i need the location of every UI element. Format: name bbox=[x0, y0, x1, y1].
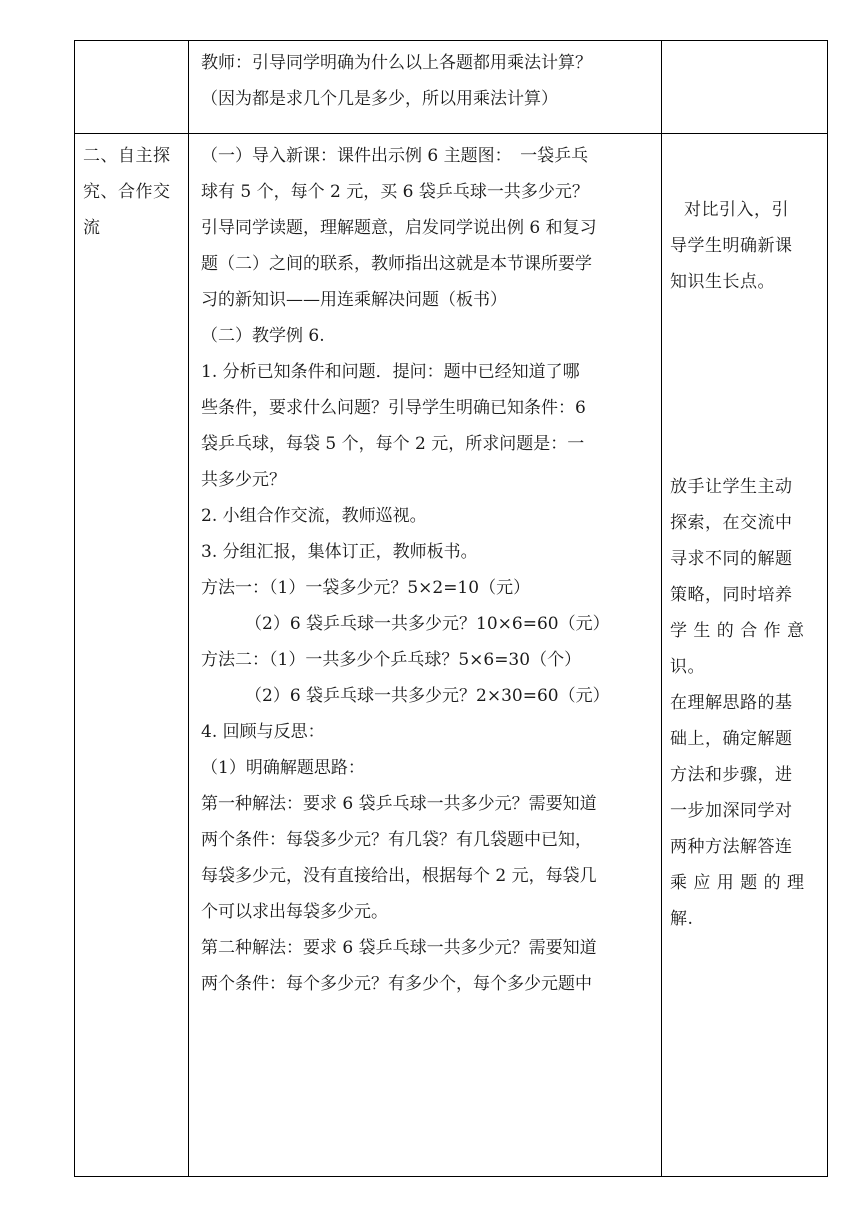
table-row bbox=[75, 134, 828, 1177]
note-line: 知识生长点。 bbox=[670, 272, 775, 292]
content-line: 4. 回顾与反思： bbox=[201, 722, 325, 742]
table-row bbox=[75, 41, 828, 134]
content-line: 球有 5 个，每个 2 元，买 6 袋乒乓球一共多少元？ bbox=[201, 182, 589, 202]
note-line: 放手让学生主动 bbox=[670, 477, 793, 497]
note-line: 对比引入，引 bbox=[684, 200, 789, 220]
content-line: 方法二：（1）一共多少个乒乓球？5×6=30（个） bbox=[201, 650, 582, 670]
stage-cell bbox=[75, 41, 189, 134]
content-line: 两个条件：每袋多少元？有几袋？有几袋题中已知， bbox=[201, 830, 592, 850]
content-line: 个可以求出每袋多少元。 bbox=[201, 902, 388, 922]
content-line: 2. 小组合作交流，教师巡视。 bbox=[201, 506, 427, 526]
note-line: 识。 bbox=[670, 657, 705, 677]
content-line: 第二种解法：要求 6 袋乒乓球一共多少元？需要知道 bbox=[201, 938, 597, 958]
note-line: 方法和步骤，进 bbox=[670, 765, 793, 785]
content-line: 两个条件：每个多少元？有多少个，每个多少元题中 bbox=[201, 974, 592, 994]
content-line: 3. 分组汇报，集体订正，教师板书。 bbox=[201, 542, 478, 562]
note-line: 两种方法解答连 bbox=[670, 837, 793, 857]
content-line: 共多少元？ bbox=[201, 470, 286, 490]
note-line: 导学生明确新课 bbox=[670, 236, 793, 256]
stage-cell bbox=[75, 134, 189, 1177]
note-line: 乘 应 用 题 的 理 bbox=[670, 873, 805, 893]
note-line: 础上，确定解题 bbox=[670, 729, 793, 749]
content-line: （二）教学例 6. bbox=[201, 326, 325, 346]
content-line: （一）导入新课：课件出示例 6 主题图： 一袋乒乓 bbox=[201, 146, 589, 166]
note-line: 一步加深同学对 bbox=[670, 801, 793, 821]
stage-label: 流 bbox=[83, 218, 101, 238]
content-line: 教师：引导同学明确为什么以上各题都用乘法计算？ bbox=[201, 53, 592, 73]
content-line: （2）6 袋乒乓球一共多少元？2×30=60（元） bbox=[245, 686, 610, 706]
lesson-plan-page bbox=[74, 40, 826, 1168]
note-line: 寻求不同的解题 bbox=[670, 549, 793, 569]
note-line: 策略，同时培养 bbox=[670, 585, 793, 605]
content-line: 引导同学读题，理解题意，启发同学说出例 6 和复习 bbox=[201, 218, 597, 238]
content-line: 题（二）之间的联系，教师指出这就是本节课所要学 bbox=[201, 254, 592, 274]
note-cell bbox=[662, 41, 828, 134]
content-cell bbox=[189, 134, 662, 1177]
note-line: 探索，在交流中 bbox=[670, 513, 793, 533]
stage-label: 二、自主探 bbox=[83, 146, 171, 166]
content-cell bbox=[189, 41, 662, 134]
content-line: （因为都是求几个几是多少，所以用乘法计算） bbox=[201, 89, 558, 109]
note-line: 解. bbox=[670, 909, 694, 929]
note-line: 在理解思路的基 bbox=[670, 693, 793, 713]
lesson-plan-table bbox=[74, 40, 828, 1177]
content-line: 方法一：（1）一袋多少元？5×2=10（元） bbox=[201, 578, 531, 598]
note-line: 学 生 的 合 作 意 bbox=[670, 621, 805, 641]
content-line: 习的新知识——用连乘解决问题（板书） bbox=[201, 290, 507, 310]
note-cell bbox=[662, 134, 828, 1177]
content-line: （1）明确解题思路： bbox=[201, 758, 365, 778]
content-line: 第一种解法：要求 6 袋乒乓球一共多少元？需要知道 bbox=[201, 794, 597, 814]
stage-label: 究、合作交 bbox=[83, 182, 171, 202]
content-line: 袋乒乓球，每袋 5 个，每个 2 元，所求问题是：一 bbox=[201, 434, 585, 454]
content-line: 些条件，要求什么问题？引导学生明确已知条件：6 bbox=[201, 398, 586, 418]
content-line: 1. 分析已知条件和问题．提问：题中已经知道了哪 bbox=[201, 362, 580, 382]
content-line: 每袋多少元，没有直接给出，根据每个 2 元，每袋几 bbox=[201, 866, 597, 886]
content-line: （2）6 袋乒乓球一共多少元？10×6=60（元） bbox=[245, 614, 610, 634]
